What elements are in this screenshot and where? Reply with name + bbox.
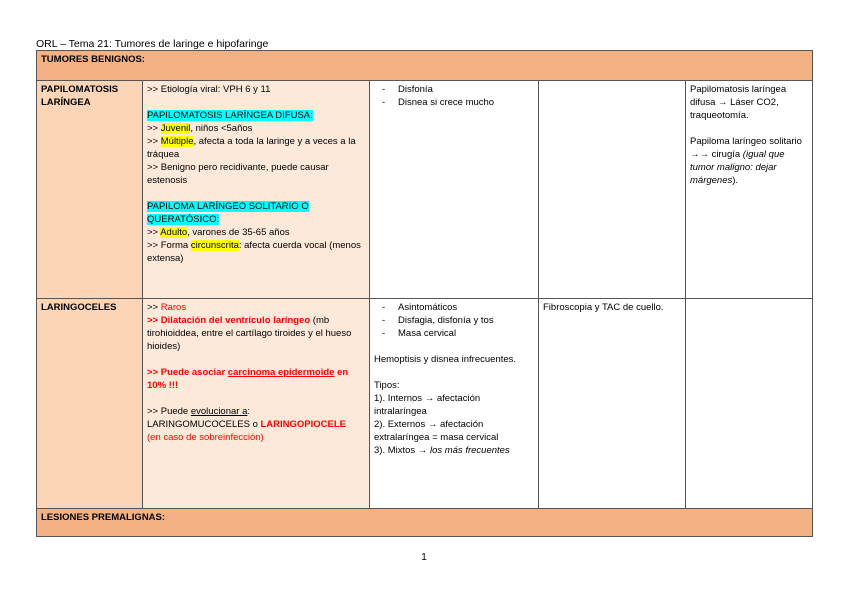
- laringoceles-diagnosis: Fibroscopia y TAC de cuello.: [539, 299, 686, 509]
- benign-recurrent-line: >> Benigno pero recidivante, puede causar estenosis: [147, 162, 329, 186]
- dilatacion-line: >> Dilatación del ventrículo laríngeo (mb tirohioiddea, entre el cartílago tiroides y el hueso hioides): [147, 315, 352, 352]
- section-heading-premalignant: LESIONES PREMALIGNAS:: [37, 509, 813, 537]
- treatment-diffuse: Papilomatosis laríngea difusa → Láser CO2, traqueotomía.: [690, 84, 787, 121]
- treatment-solitary: Papiloma laríngeo solitario →→ cirugía (igual que tumor maligno: dejar márgenes).: [690, 136, 802, 186]
- etiology-text: >> Etiología viral: VPH 6 y 11: [147, 84, 271, 95]
- row-name-laringoceles: LARINGOCELES: [37, 299, 143, 509]
- raros-line: >> Raros: [147, 302, 187, 313]
- symptom-item: - Disnea si crece mucho: [382, 96, 534, 109]
- laringoceles-description: [143, 299, 370, 509]
- tipo-externos: 2). Externos → afectación extralaríngea = masa cervical: [374, 419, 499, 443]
- circunscrita-highlight: circunscrita: [190, 240, 239, 251]
- section-heading-benign: TUMORES BENIGNOS:: [37, 51, 813, 81]
- tipos-label: Tipos:: [374, 380, 400, 391]
- asociar-line: >> Puede asociar carcinoma epidermoide en 10% !!!: [147, 367, 349, 391]
- section-row-benign: [37, 51, 813, 81]
- symptom-item: - Asintomáticos: [382, 301, 534, 314]
- table-row-laringoceles: [37, 299, 813, 509]
- juvenil-line: >> Juvenil, niños <5años: [147, 123, 253, 134]
- table-row-papilomatosis: [37, 81, 813, 299]
- laringoceles-treatment: [686, 299, 813, 509]
- row-name-papilomatosis: PAPILOMATOSIS LARÍNGEA: [37, 81, 143, 299]
- symptom-item: - Disfagia, disfonía y tos: [382, 314, 534, 327]
- multiple-line: >> Múltiple, afecta a toda la laringe y a veces a la tráquea: [147, 136, 356, 160]
- tipo-mixtos: 3). Mixtos → los más frecuentes: [374, 445, 510, 456]
- section-row-premalignant: [37, 509, 813, 537]
- symptom-item: - Disfonía: [382, 83, 534, 96]
- laringoceles-symptoms: [370, 299, 539, 509]
- juvenil-highlight: Juvenil: [160, 123, 191, 134]
- papilomatosis-diagnosis: [539, 81, 686, 299]
- form-line: >> Forma circunscrita: afecta cuerda vocal (menos extensa): [147, 240, 361, 264]
- papilomatosis-symptoms: [370, 81, 539, 299]
- hemoptisis-text: Hemoptisis y disnea infrecuentes.: [374, 354, 517, 365]
- symptom-item: - Masa cervical: [382, 327, 534, 340]
- tipo-internos: 1). Internos → afectación intralaríngea: [374, 393, 481, 417]
- laringomucoceles-line: LARINGOMUCOCELES o LARINGOPIOCELE: [147, 419, 347, 430]
- adult-line: >> Adulto, varones de 35-65 años: [147, 227, 290, 238]
- evolucionar-line: >> Puede evolucionar a:: [147, 406, 251, 417]
- papilomatosis-description: [143, 81, 370, 299]
- multiple-highlight: Múltiple: [160, 136, 194, 147]
- diffuse-heading: PAPILOMATOSIS LARÍNGEA DIFUSA:: [147, 110, 313, 121]
- papilomatosis-treatment: [686, 81, 813, 299]
- tumors-table: [36, 50, 813, 537]
- document-title: ORL – Tema 21: Tumores de laringe e hipofaringe: [36, 38, 269, 50]
- solitary-heading: PAPILOMA LARÍNGEO SOLITARIO O QUERATÓSICO:: [147, 201, 309, 225]
- adult-highlight: Adulto: [160, 227, 188, 238]
- page-number: 1: [421, 552, 427, 563]
- sobreinfeccion-line: (en caso de sobreinfección): [147, 432, 264, 443]
